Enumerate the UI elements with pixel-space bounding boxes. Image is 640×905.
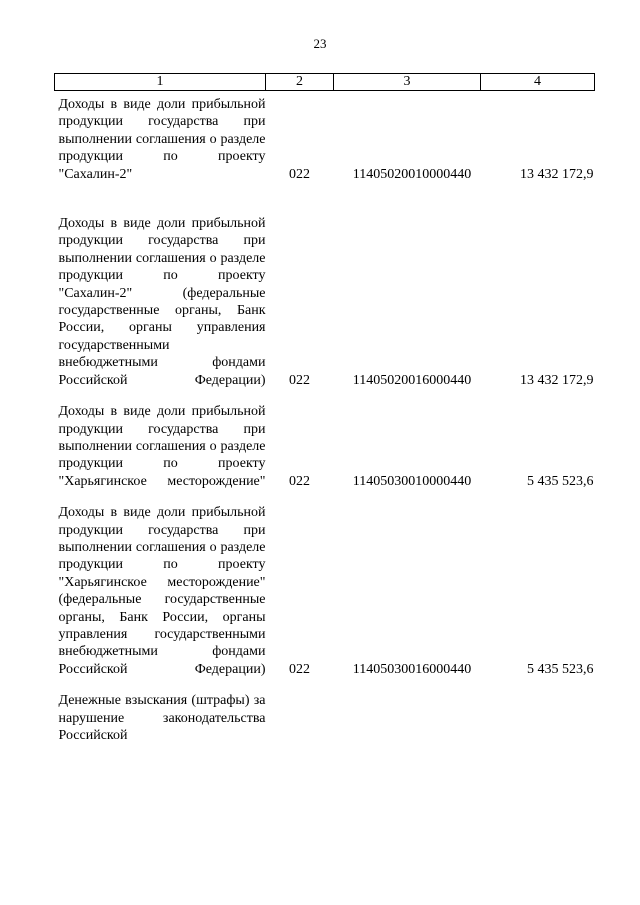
table-row [55, 192, 595, 398]
row-admin-code [266, 687, 334, 753]
row-kbk-code: 11405030010000440 [352, 473, 472, 489]
table-row [55, 91, 595, 193]
table-header-row [55, 74, 595, 91]
row-amount [481, 687, 595, 753]
row-description-text: Доходы в виде доли прибыльной продукции государства при выполнении соглашения о разделе продукции по проекту "Сахалин-2" (федеральные государственные органы, Банк России, органы управления государственными внебюджетными фондами Российской Федерации) [58, 216, 266, 388]
row-amount: 13 432 172,9 [520, 166, 594, 182]
column-header-3: 3 [334, 74, 481, 91]
row-kbk-code: 11405020010000440 [352, 166, 472, 182]
row-admin-code: 022 [289, 661, 310, 677]
row-description-text: Доходы в виде доли прибыльной продукции государства при выполнении соглашения о разделе продукции по проекту "Харьягинское месторождение" (федеральные государственные органы, Банк России, органы управления государственными внебюджетными фондами Российской Федерации) [58, 505, 266, 677]
table-row [55, 398, 595, 499]
row-description [55, 398, 266, 499]
row-description [55, 192, 266, 398]
row-description [55, 91, 266, 193]
row-amount: 13 432 172,9 [520, 372, 594, 388]
row-description [55, 499, 266, 687]
row-amount: 5 435 523,6 [527, 473, 594, 489]
row-admin-code: 022 [289, 166, 310, 182]
column-header-4: 4 [481, 74, 595, 91]
column-header-1: 1 [55, 74, 266, 91]
row-admin-code: 022 [289, 473, 310, 489]
table-row [55, 687, 595, 753]
column-header-2: 2 [266, 74, 334, 91]
row-description-text: Доходы в виде доли прибыльной продукции государства при выполнении соглашения о разделе продукции по проекту "Сахалин-2" [58, 97, 266, 182]
row-kbk-code: 11405020016000440 [352, 372, 472, 388]
row-description [55, 687, 266, 753]
row-description-text: Доходы в виде доли прибыльной продукции государства при выполнении соглашения о разделе продукции по проекту "Харьягинское месторождение" [58, 404, 266, 489]
budget-revenue-table [54, 73, 595, 753]
page-number: 23 [313, 36, 327, 51]
row-kbk-code: 11405030016000440 [352, 661, 472, 677]
row-kbk-code [334, 687, 481, 753]
row-admin-code: 022 [289, 372, 310, 388]
row-description-text: Денежные взыскания (штрафы) за нарушение законодательства Российской [58, 693, 266, 743]
table-row [55, 499, 595, 687]
row-amount: 5 435 523,6 [527, 661, 594, 677]
